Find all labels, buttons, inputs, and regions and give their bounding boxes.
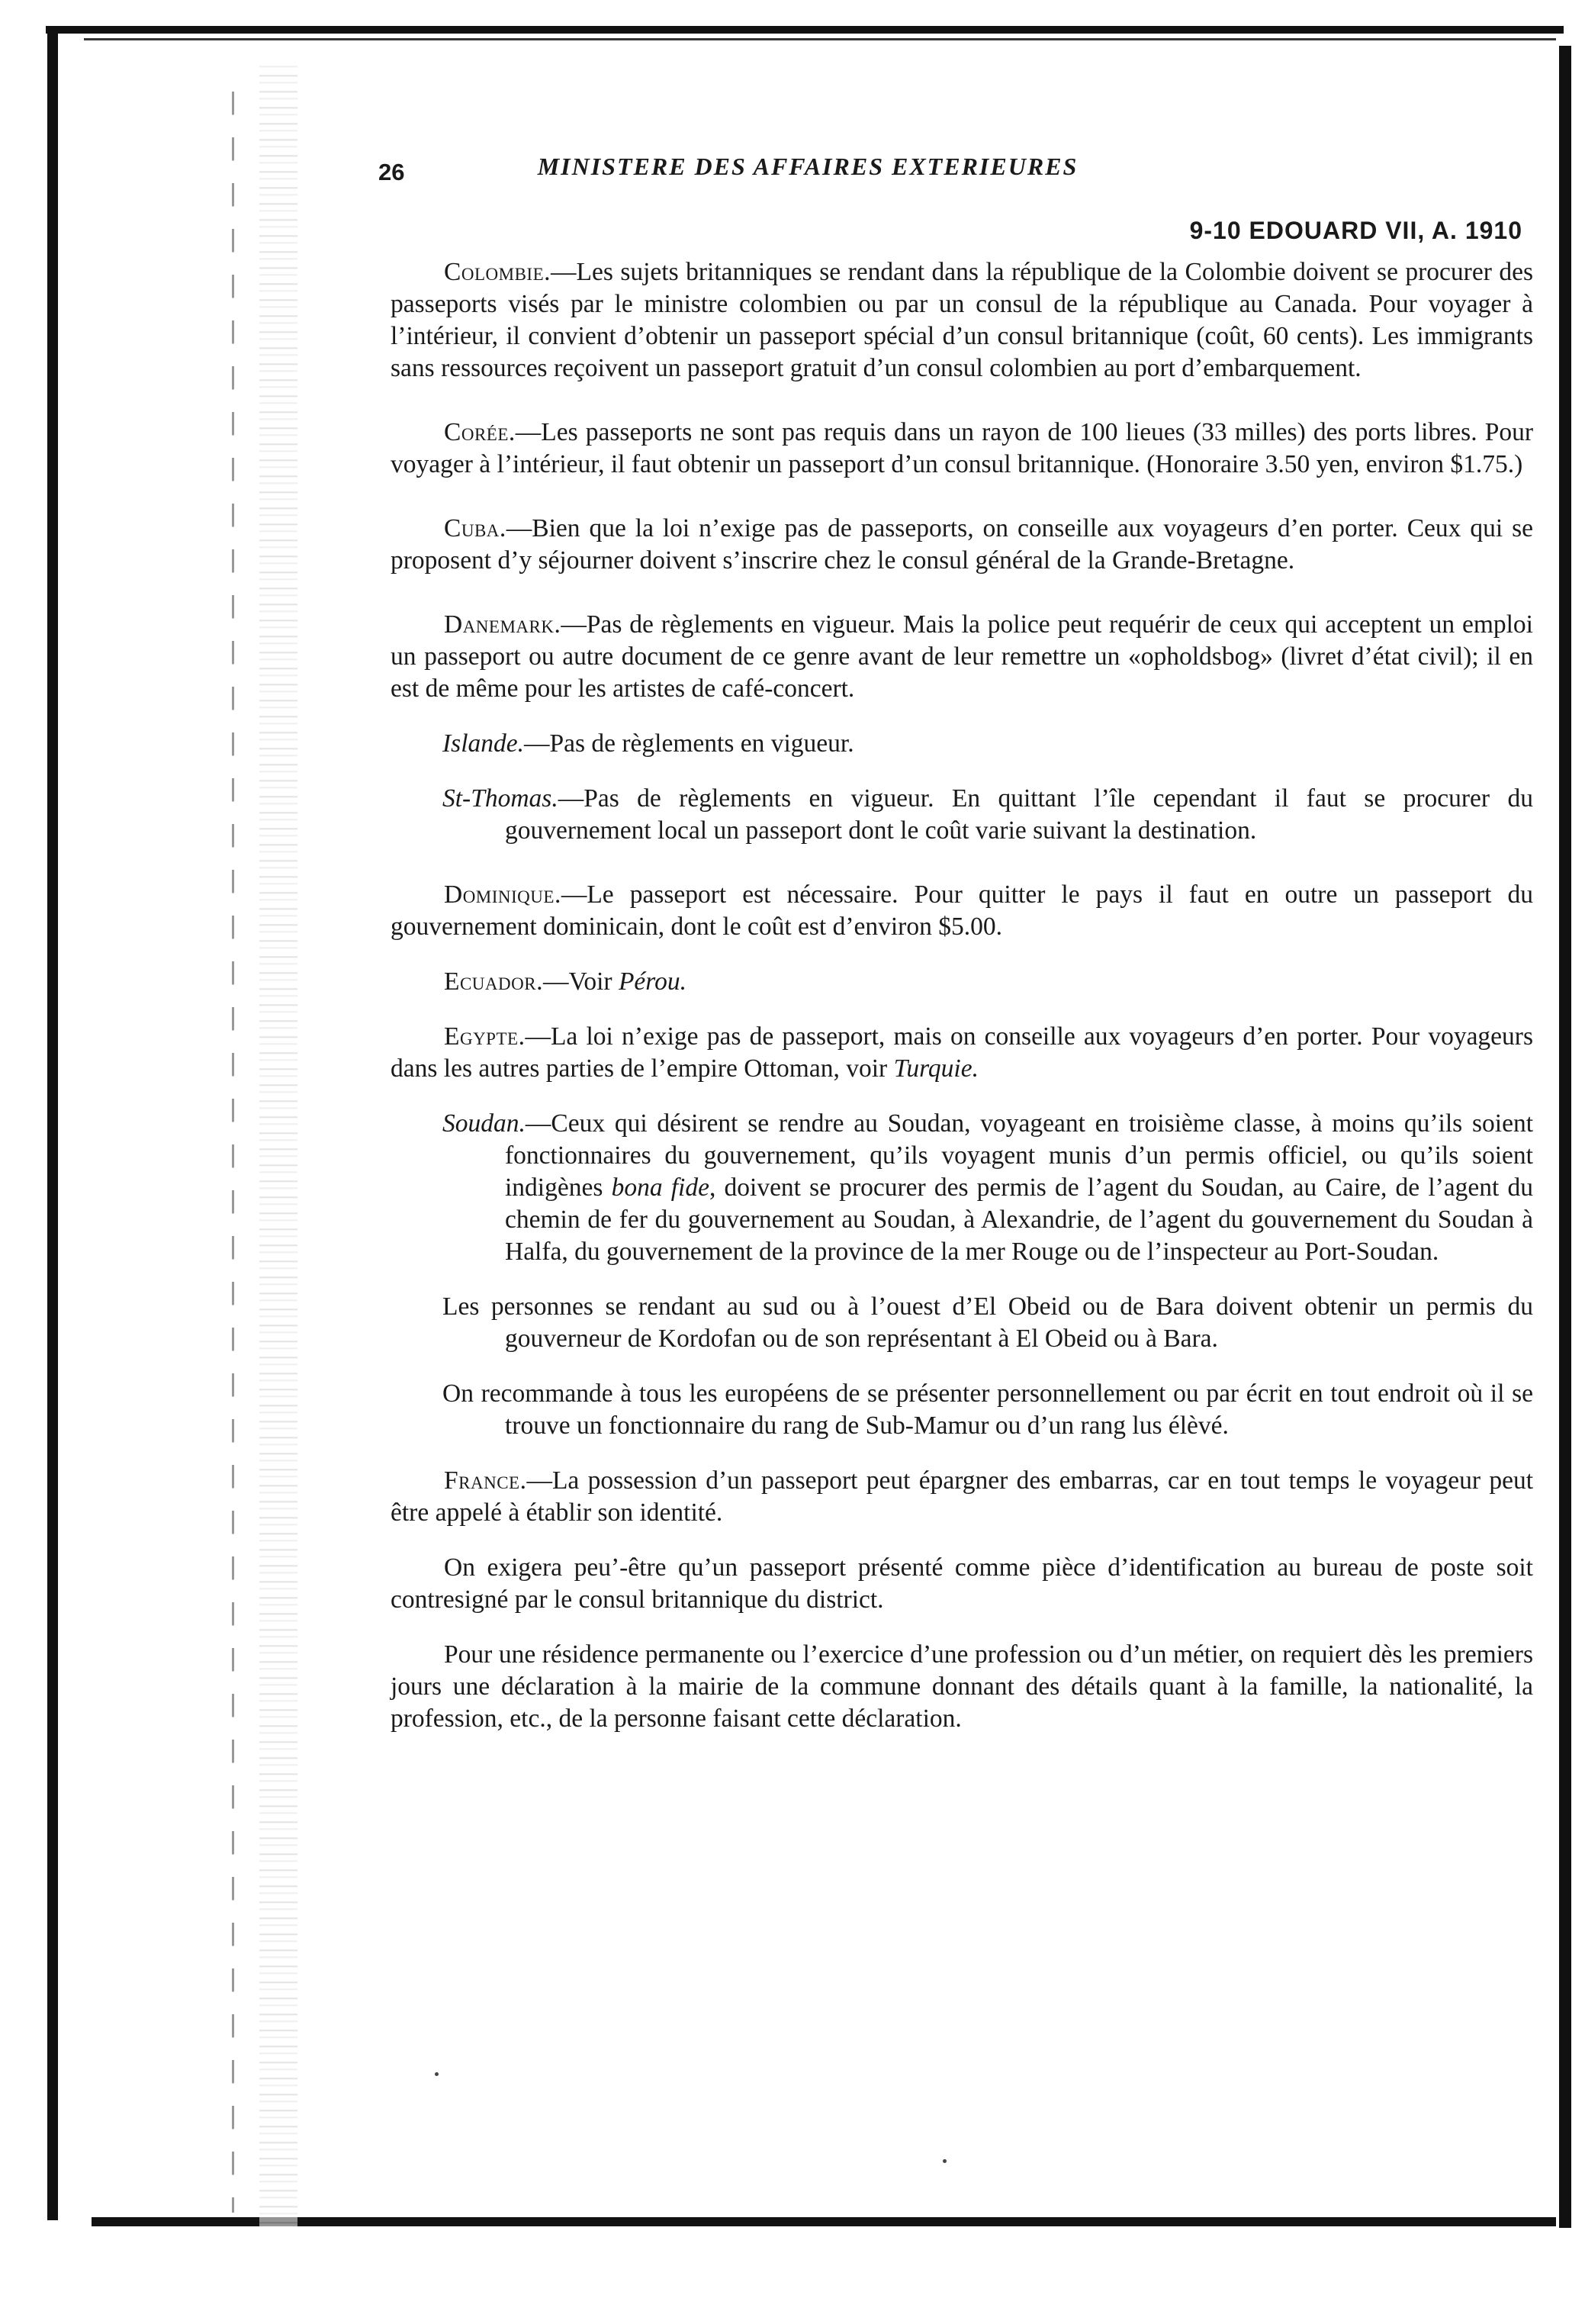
section-dominique [391, 879, 1533, 943]
section-heading: Danemark. [444, 610, 561, 639]
scan-speck [943, 2159, 947, 2163]
soudan-paragraph-3: On recommande à tous les européens de se présenter personnellement ou par écrit en tout endroit où il se trouve un fonctionnaire du rang de Sub-Mamur ou d’un rang lus élèvé. [442, 1379, 1533, 1440]
france-paragraph-2: On exigera peu’-être qu’un passeport présenté comme pièce d’identification au bureau de poste soit contresigné par le consul britannique du district. [391, 1553, 1533, 1614]
scan-border-top [46, 26, 1564, 34]
subsection-heading: Soudan. [442, 1109, 526, 1138]
subsection-islande [391, 728, 1533, 760]
section-text: —La loi n’exige pas de passeport, mais on conseille aux voyageurs d’en porter. Pour voyageurs dans les autres parties de l’empire Ottoman, voir [391, 1022, 1533, 1083]
scan-border-bottom [92, 2217, 1556, 2226]
running-head: MINISTERE DES AFFAIRES EXTERIEURES [537, 153, 1079, 180]
subsection-heading: Islande. [442, 729, 524, 758]
subsection-text: —Pas de règlements en vigueur. [524, 729, 854, 758]
subsection-heading: St-Thomas. [442, 784, 558, 813]
scan-speck [435, 2072, 439, 2076]
section-cuba [391, 513, 1533, 577]
binding-shadow [259, 61, 297, 2228]
session-label: 9-10 EDOUARD VII, A. 1910 [1189, 217, 1522, 244]
scan-border-left [47, 31, 58, 2220]
section-heading: Cuba. [444, 514, 506, 542]
section-egypte [391, 1021, 1533, 1085]
section-heading: Dominique. [444, 880, 561, 909]
section-text: —Les sujets britanniques se rendant dans la république de la Colombie doivent se procurer des passeports visés par le ministre colombien ou par un consul de la république au Canada. Pour voyager à l’intérieur, il convient d’obtenir un passeport spécial d’un consul britannique (coût, 60 cents). Les immigrants sans ressources reçoivent un passeport gratuit d’un consul colombien au port d’embarquement. [391, 258, 1533, 382]
section-text: —Pas de règlements en vigueur. Mais la police peut requérir de ceux qui acceptent un emploi un passeport ou autre document de ce genre avant de leur remettre un «opholdsbog» (livret d’état civil); il en est de même pour les artistes de café-concert. [391, 610, 1533, 703]
section-coree [391, 417, 1533, 481]
section-heading: Corée. [444, 418, 516, 446]
section-danemark [391, 609, 1533, 705]
page-number: 26 [378, 159, 405, 185]
section-ecuador [391, 966, 1533, 998]
section-heading: Ecuador. [444, 967, 543, 996]
subsection-text: —Pas de règlements en vigueur. En quittant l’île cependant il faut se procurer du gouvernement local un passeport dont le coût varie suivant la destination. [505, 784, 1533, 845]
section-heading: France. [444, 1466, 527, 1495]
subsection-soudan [391, 1108, 1533, 1268]
france-paragraph-3: Pour une résidence permanente ou l’exercice d’une profession ou d’un métier, on requiert dès les premiers jours une déclaration à la mairie de la commune donnant des détails quant à la famille, la nationalité, la profession, etc., de la personne faisant cette déclaration. [391, 1640, 1533, 1733]
cross-reference: Turquie. [893, 1054, 979, 1083]
scan-border-top-inner [84, 38, 1556, 40]
section-text: —Bien que la loi n’exige pas de passeports, on conseille aux voyageurs d’en porter. Ceux qui se proposent d’y séjourner doivent s’inscrire chez le consul général de la Grande-Bretagne. [391, 514, 1533, 575]
section-text: —La possession d’un passeport peut épargner des embarras, car en tout temps le voyageur peut être appelé à établir son identité. [391, 1466, 1533, 1527]
binding-edge [232, 92, 234, 2213]
cross-reference: Pérou. [618, 967, 686, 996]
section-text: —Le passeport est nécessaire. Pour quitter le pays il faut en outre un passeport du gouvernement dominicain, dont le coût est d’environ $5.00. [391, 880, 1533, 941]
section-text: —Voir [542, 967, 619, 996]
subsection-st-thomas [391, 783, 1533, 847]
section-heading: Colombie. [444, 258, 551, 286]
subsection-text: —Ceux qui désirent se rendre au Soudan, voyageant en troisième classe, à moins qu’ils soient fonctionnaires du gouvernement, qu’ils voyagent munis d’un permis officiel, ou qu’ils soient indigènes [505, 1109, 1533, 1202]
section-heading: Egypte. [444, 1022, 526, 1051]
section-text: —Les passeports ne sont pas requis dans un rayon de 100 lieues (33 milles) des ports libres. Pour voyager à l’intérieur, il faut obtenir un passeport d’un consul britannique. (Honoraire 3.50 yen, environ $1.75.) [391, 418, 1533, 478]
latin-phrase: bona fide [611, 1173, 709, 1202]
scan-border-right [1559, 46, 1571, 2228]
section-france [391, 1465, 1533, 1529]
soudan-paragraph-2: Les personnes se rendant au sud ou à l’ouest d’El Obeid ou de Bara doivent obtenir un permis du gouverneur de Kordofan ou de son représentant à El Obeid ou à Bara. [442, 1292, 1533, 1353]
subsection-text: , doivent se procurer des permis de l’agent du Soudan, au Caire, de l’agent du chemin de fer du gouvernement au Soudan, à Alexandrie, de l’agent du gouvernement du Soudan à Halfa, du gouvernement de la province de la mer Rouge ou de l’inspecteur au Port-Soudan. [505, 1173, 1533, 1266]
page-body [391, 256, 1533, 1735]
section-colombie [391, 256, 1533, 385]
